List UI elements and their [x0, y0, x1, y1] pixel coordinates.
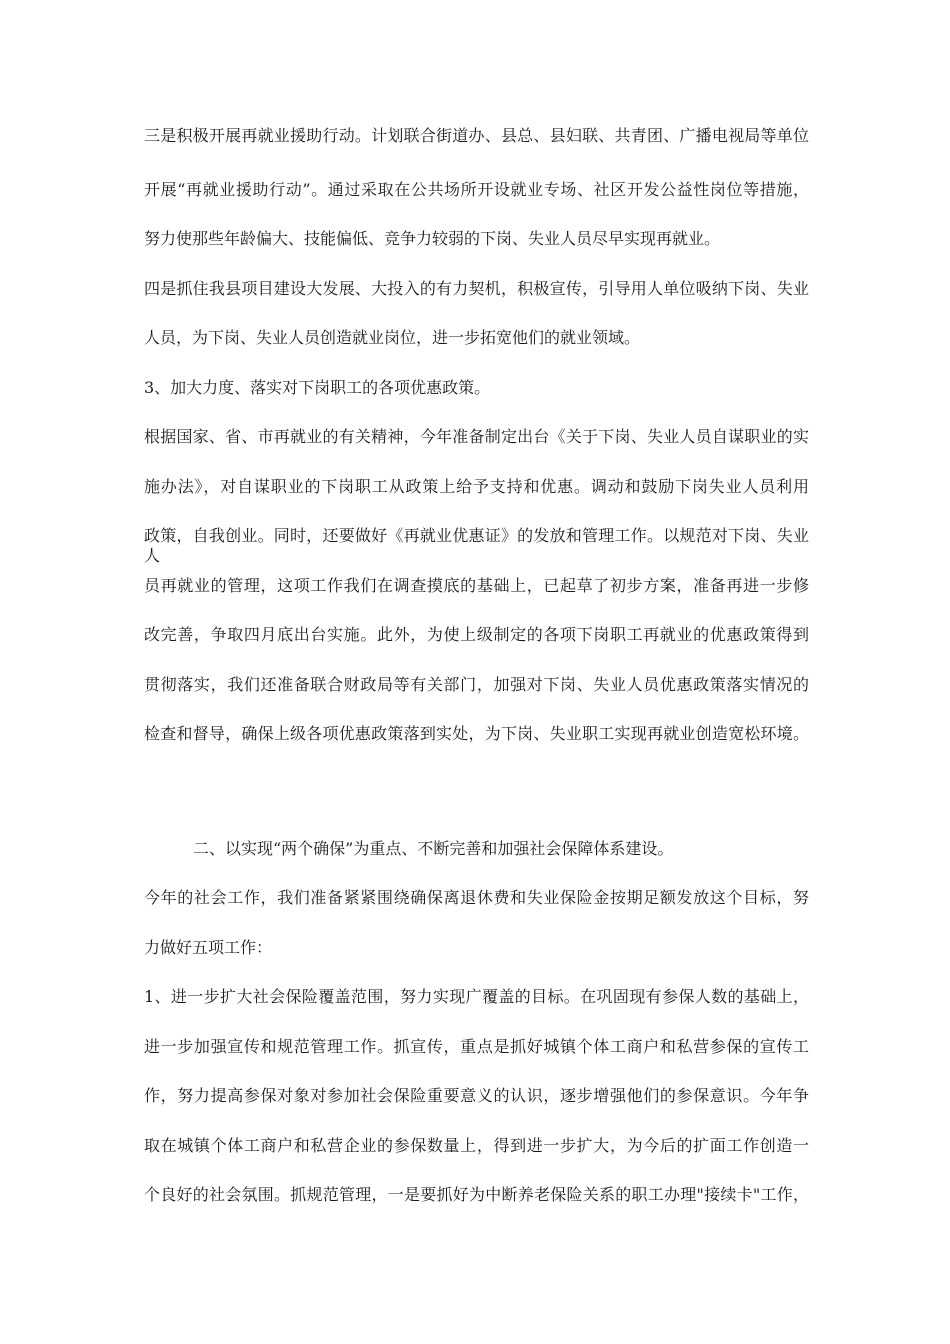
body-text-line: 员再就业的管理，这项工作我们在调查摸底的基础上，已起草了初步方案，准备再进一步修: [144, 576, 809, 595]
body-text-line: 作，努力提高参保对象对参加社会保险重要意义的认识，逐步增强他们的参保意识。今年争: [144, 1086, 809, 1105]
body-text-line: 取在城镇个体工商户和私营企业的参保数量上，得到进一步扩大，为今后的扩面工作创造一: [144, 1136, 809, 1155]
body-text-line: 施办法》，对自谋职业的下岗职工从政策上给予支持和优惠。调动和鼓励下岗失业人员利用: [144, 477, 809, 496]
section-heading: 二、以实现“两个确保”为重点、不断完善和加强社会保障体系建设。: [193, 839, 674, 858]
body-text-line: 人员，为下岗、失业人员创造就业岗位，进一步拓宽他们的就业领域。: [144, 328, 641, 347]
body-text-line: 力做好五项工作：: [144, 938, 273, 957]
body-text-line: 开展“再就业援助行动”。通过采取在公共场所开设就业专场、社区开发公益性岗位等措施，: [144, 180, 809, 199]
body-text-line: 个良好的社会氛围。抓规范管理，一是要抓好为中断养老保险关系的职工办理"接续卡"工作，: [144, 1185, 809, 1204]
body-text-line: 1、进一步扩大社会保险覆盖范围，努力实现广覆盖的目标。在巩固现有参保人数的基础上，: [144, 987, 809, 1006]
body-text-line: 进一步加强宣传和规范管理工作。抓宣传，重点是抓好城镇个体工商户和私营参保的宣传工: [144, 1037, 809, 1056]
body-text-line: 今年的社会工作，我们准备紧紧围绕确保离退休费和失业保险金按期足额发放这个目标，努: [144, 888, 809, 907]
body-text-line: 贯彻落实，我们还准备联合财政局等有关部门，加强对下岗、失业人员优惠政策落实情况的: [144, 675, 809, 694]
body-text-line: 政策，自我创业。同时，还要做好《再就业优惠证》的发放和管理工作。以规范对下岗、失业人: [144, 526, 809, 565]
body-text-line: 努力使那些年龄偏大、技能偏低、竞争力较弱的下岗、失业人员尽早实现再就业。: [144, 229, 721, 248]
body-text-line: 三是积极开展再就业援助行动。计划联合街道办、县总、县妇联、共青团、广播电视局等单位: [144, 126, 809, 145]
body-text-line: 根据国家、省、市再就业的有关精神，今年准备制定出台《关于下岗、失业人员自谋职业的实: [144, 427, 809, 446]
body-text-line: 改完善，争取四月底出台实施。此外，为使上级制定的各项下岗职工再就业的优惠政策得到: [144, 625, 809, 644]
section-heading: 3、加大力度、落实对下岗职工的各项优惠政策。: [144, 378, 491, 397]
body-text-line: 检查和督导，确保上级各项优惠政策落到实处，为下岗、失业职工实现再就业创造宽松环境。: [144, 724, 809, 743]
body-text-line: 四是抓住我县项目建设大发展、大投入的有力契机，积极宣传，引导用人单位吸纳下岗、失业: [144, 279, 809, 298]
